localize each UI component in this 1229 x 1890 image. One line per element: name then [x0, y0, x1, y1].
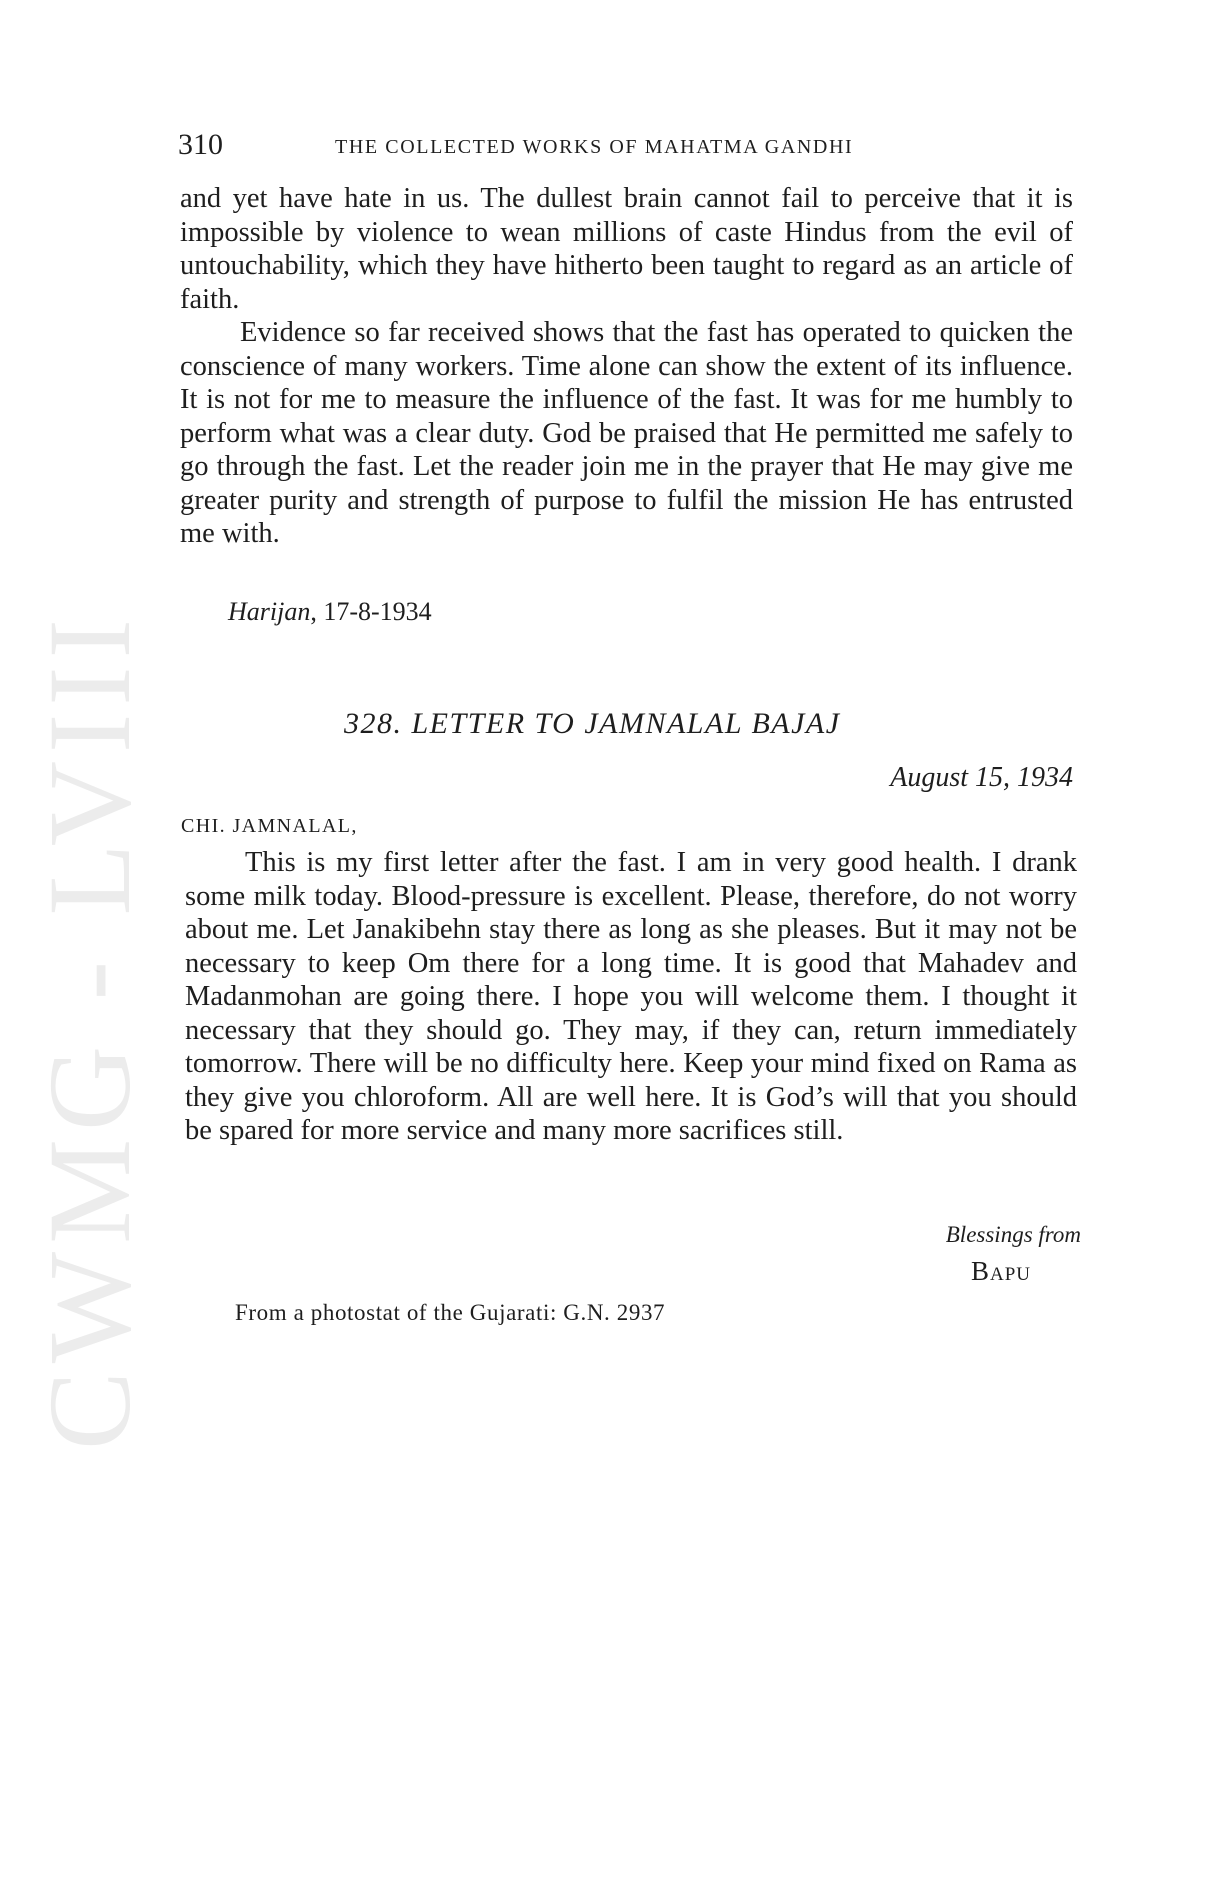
- citation-date: , 17-8-1934: [310, 597, 432, 626]
- letter-title: 328. LETTER TO JAMNALAL BAJAJ: [344, 707, 841, 740]
- page-number: 310: [178, 128, 223, 161]
- article-citation: [228, 597, 432, 627]
- watermark-text: CWMG - LVIII: [24, 611, 155, 1450]
- citation-source: Harijan: [228, 597, 311, 626]
- letter-body: This is my first letter after the fast. I am in very good health. I drank some milk today. Blood-pressure is excellent. Please, therefore, do not worry about me. Let Janakibehn stay there as long as she pleases. But it may not be necessary to keep Om there for a long time. It is good that Mahadev and Madanmohan are going there. I hope you will welcome them. I thought it necessary that they should go. They may, if they can, return immediately tomorrow. There will be no difficulty here. Keep your mind fixed on Rama as they give you chloroform. All are well here. It is God’s will that you should be spared for more service and many more sacrifices still.: [185, 847, 1077, 1146]
- book-title: THE COLLECTED WORKS OF MAHATMA GANDHI: [335, 136, 854, 158]
- letter-date: August 15, 1934: [890, 762, 1073, 793]
- letter-signature: Bapu: [971, 1256, 1032, 1286]
- article-paragraph-1: and yet have hate in us. The dullest brain cannot fail to perceive that it is impossible by violence to wean millions of caste Hindus from the evil of untouchability, which they have hitherto been taught to regard as an article of faith.: [180, 183, 1073, 315]
- article-paragraph-2: Evidence so far received shows that the fast has operated to quicken the conscience of many workers. Time alone can show the extent of its influence. It is not for me to measure the influence of the fast. It was for me humbly to perform what was a clear duty. God be praised that He permitted me safely to go through the fast. Let the reader join me in the prayer that He may give me greater purity and strength of purpose to fulfil the mission He has entrusted me with.: [180, 317, 1073, 549]
- letter-closing: Blessings from: [945, 1222, 1081, 1247]
- letter-salutation: CHI. JAMNALAL,: [181, 815, 358, 837]
- running-header: [178, 128, 1078, 168]
- source-note: From a photostat of the Gujarati: G.N. 2937: [235, 1300, 666, 1325]
